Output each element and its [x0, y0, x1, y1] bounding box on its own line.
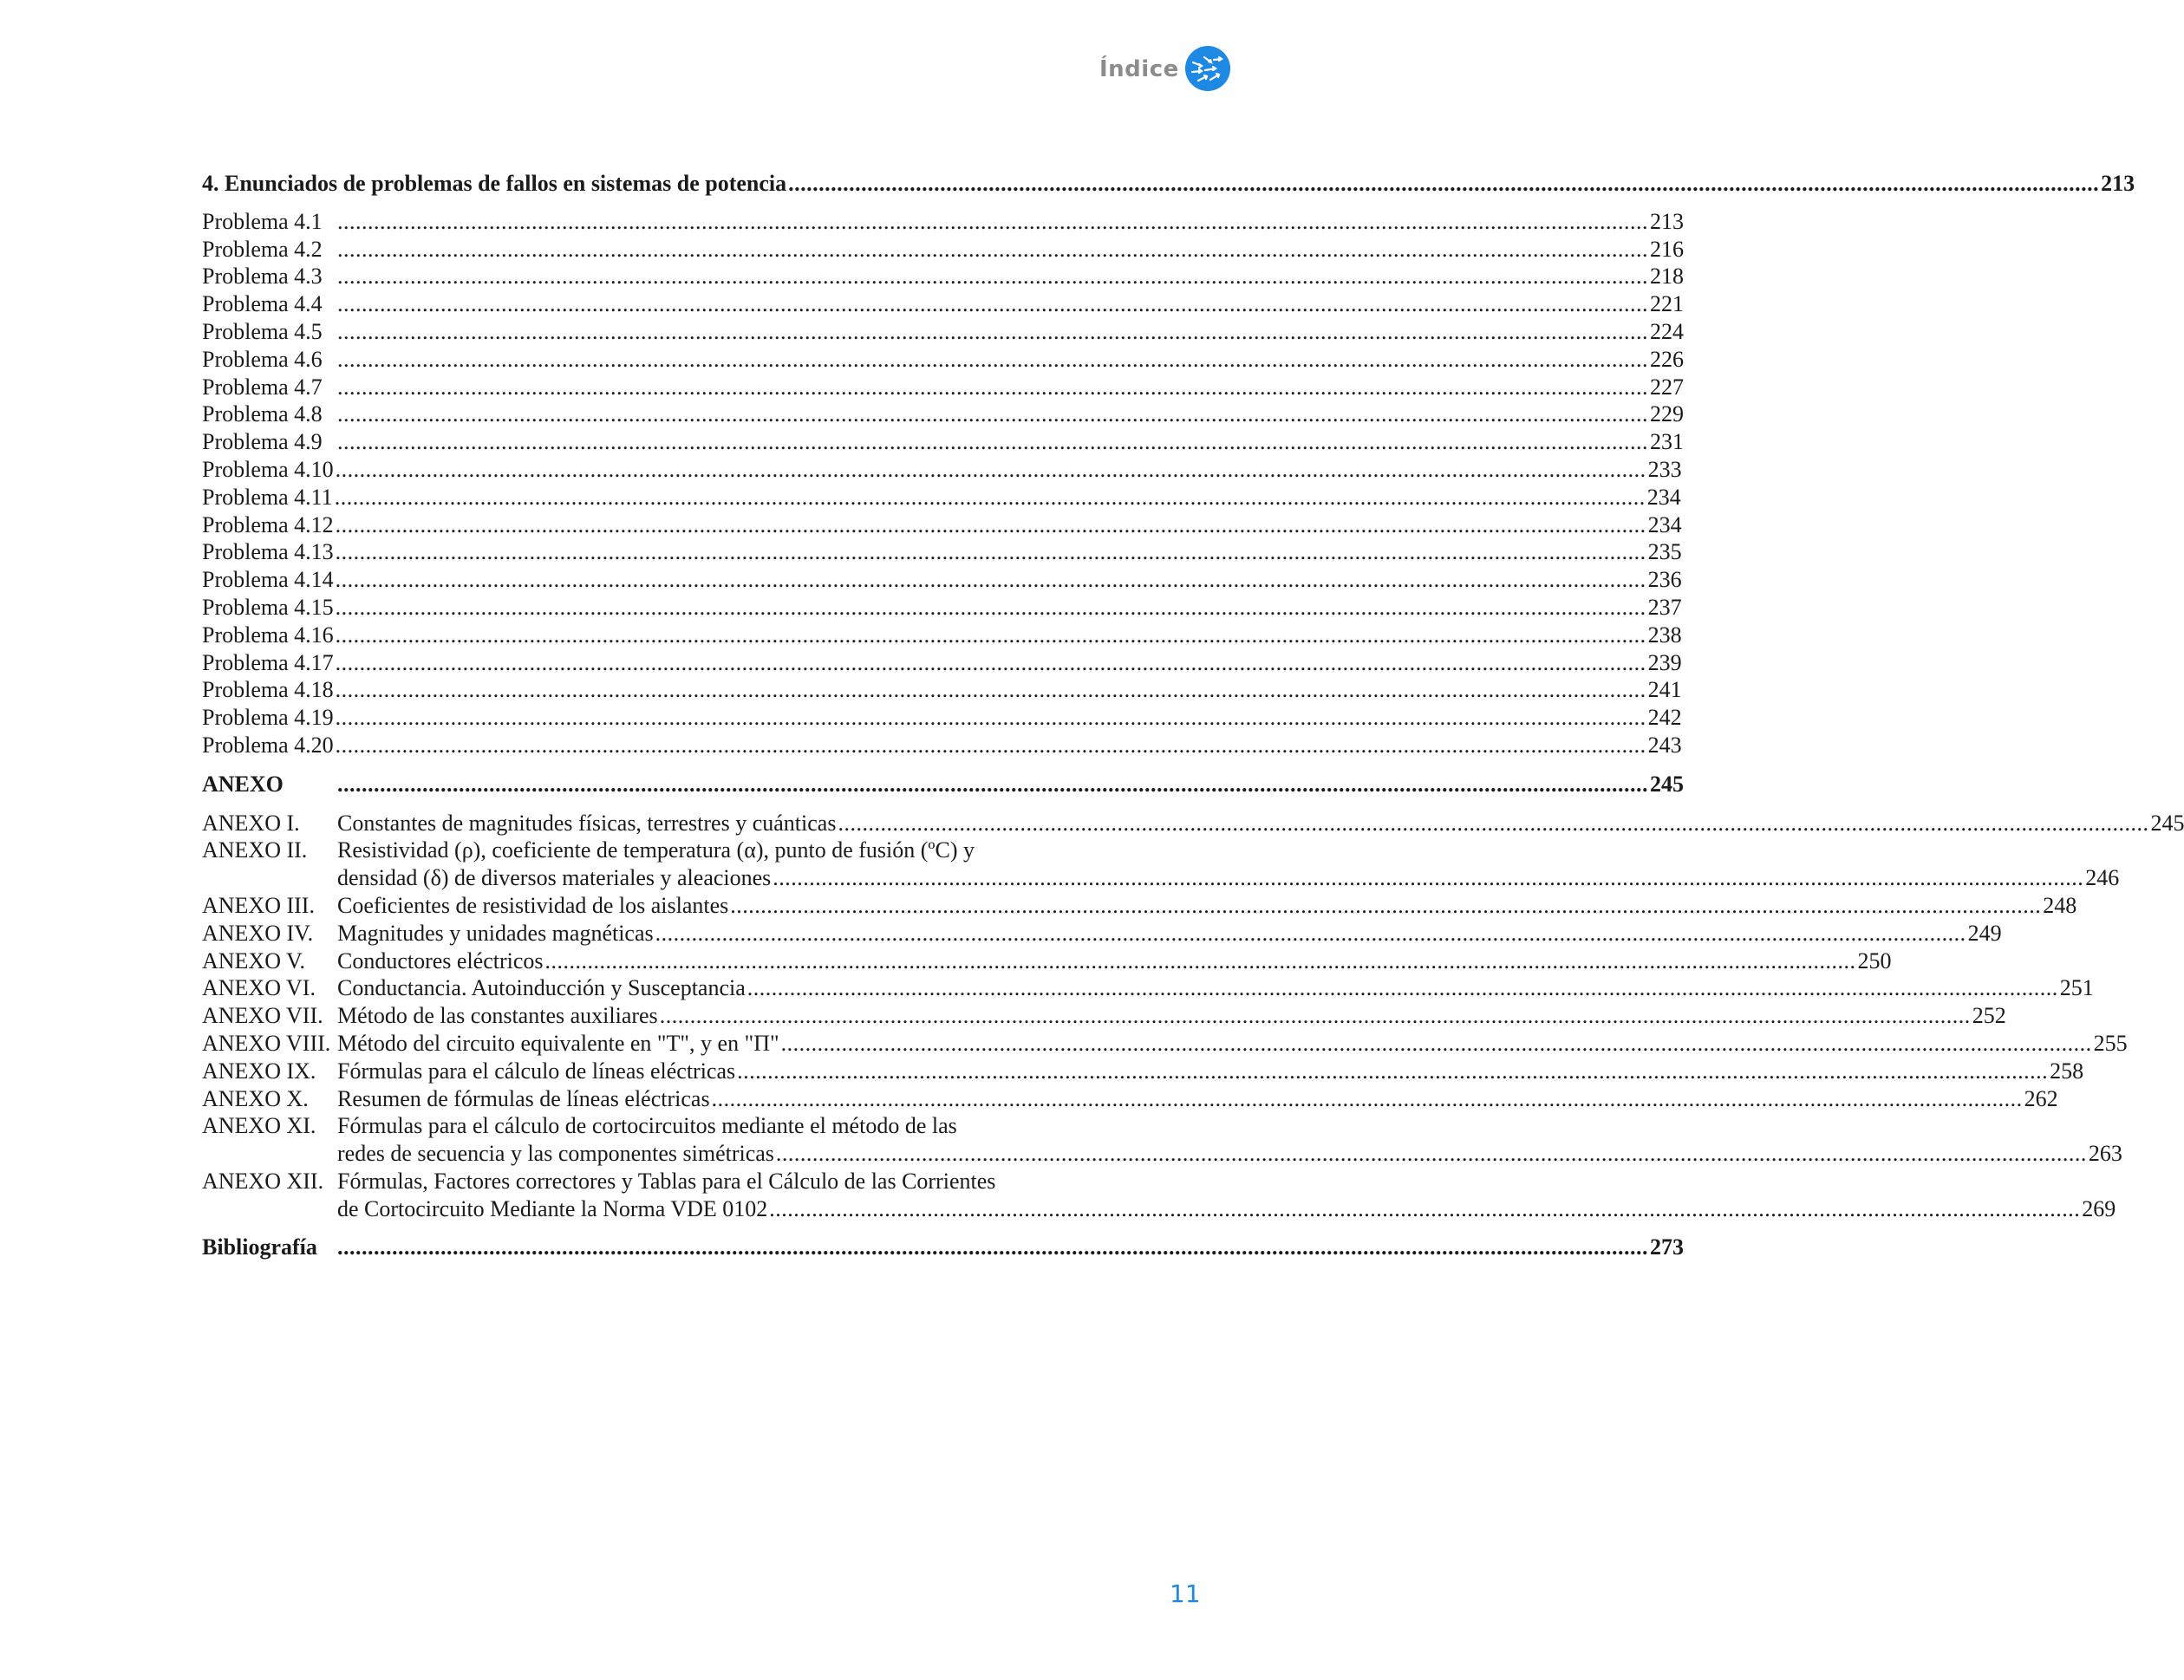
toc-anexo-entry[interactable] — [202, 1168, 1037, 1195]
toc-problem-entry[interactable] — [202, 676, 1682, 704]
toc-anexo-description: Resistividad (ρ), coeficiente de temperatura (α), punto de fusión (ºC) y — [337, 837, 975, 863]
toc-problem-entry[interactable] — [202, 263, 1684, 290]
dot-leader — [838, 810, 2148, 837]
toc-page-number: 218 — [1650, 264, 1684, 290]
dot-leader — [335, 484, 1646, 511]
dot-leader — [337, 236, 1648, 264]
toc-anexo-description: Método de las constantes auxiliares — [337, 1003, 658, 1029]
toc-anexo-number: ANEXO XI. — [202, 1113, 316, 1139]
toc-anexo-entry-continued[interactable] — [202, 864, 2120, 892]
toc-problem-label: Problema 4.11 — [202, 484, 333, 510]
dot-leader — [336, 649, 1646, 677]
toc-page-number: 242 — [1647, 705, 1682, 731]
toc-problem-label: Problema 4.10 — [202, 456, 334, 482]
toc-page-number: 221 — [1650, 291, 1684, 317]
toc-anexo-description: Constantes de magnitudes físicas, terrestres y cuánticas — [337, 810, 837, 836]
toc-anexo-description: densidad (δ) de diversos materiales y aleaciones — [337, 865, 772, 891]
toc-page-number: 213 — [2101, 171, 2135, 196]
toc-page-number: 255 — [2093, 1030, 2128, 1056]
dot-leader — [781, 1030, 2092, 1058]
toc-problem-label: Problema 4.8 — [202, 401, 323, 427]
toc-page-number: 224 — [1650, 318, 1684, 344]
toc-page-number: 251 — [2059, 975, 2094, 1001]
toc-page-number: 258 — [2050, 1058, 2084, 1084]
toc-problem-label: Problema 4.3 — [202, 264, 323, 290]
toc-problem-label: Problema 4.18 — [202, 677, 334, 703]
toc-problem-label: Problema 4.5 — [202, 318, 323, 344]
toc-problem-entry[interactable] — [202, 400, 1684, 428]
toc-anexo-number: ANEXO IX. — [202, 1058, 316, 1084]
toc-anexo-title: ANEXO — [202, 771, 284, 797]
toc-anexo-number: ANEXO X. — [202, 1085, 309, 1111]
toc-problem-entry[interactable] — [202, 511, 1682, 539]
toc-page-number: 234 — [1646, 484, 1681, 510]
toc-problem-entry[interactable] — [202, 732, 1682, 759]
dot-leader — [747, 974, 2058, 1002]
toc-anexo-number: ANEXO VI. — [202, 975, 316, 1001]
toc-page-number: 237 — [1647, 594, 1682, 620]
toc-problem-entry[interactable] — [202, 290, 1684, 318]
dot-leader — [660, 1002, 1971, 1030]
toc-problem-label: Problema 4.9 — [202, 429, 323, 455]
toc-anexo-number: ANEXO IV. — [202, 920, 314, 946]
dot-leader — [337, 771, 1648, 798]
toc-problem-entry[interactable] — [202, 346, 1684, 374]
dot-leader — [337, 208, 1648, 236]
toc-anexo-entry-continued[interactable] — [202, 1140, 2122, 1168]
dot-leader — [336, 566, 1646, 594]
dot-leader — [336, 511, 1646, 539]
toc-page-number: 241 — [1647, 677, 1682, 703]
toc-page-number: 249 — [1967, 920, 2002, 946]
toc-anexo-entry[interactable] — [202, 892, 2077, 920]
dot-leader — [336, 538, 1646, 566]
toc-page-number: 248 — [2043, 892, 2077, 918]
toc-page-number: 252 — [1972, 1003, 2006, 1029]
dot-leader — [337, 263, 1648, 290]
toc-anexo-number: ANEXO VIII. — [202, 1030, 331, 1056]
toc-problem-entry[interactable] — [202, 594, 1682, 622]
toc-anexo-number: ANEXO I. — [202, 810, 300, 836]
toc-page-number: 233 — [1647, 456, 1682, 482]
toc-page-number: 236 — [1647, 567, 1682, 593]
toc-anexo-entry[interactable] — [202, 1002, 2006, 1030]
toc-problem-label: Problema 4.19 — [202, 705, 334, 731]
toc-problem-label: Problema 4.4 — [202, 291, 323, 317]
toc-problem-entry[interactable] — [202, 484, 1681, 511]
toc-anexo-description: Conductancia. Autoinducción y Susceptancia — [337, 975, 746, 1001]
dot-leader — [769, 1195, 2080, 1223]
toc-anexo-entry[interactable] — [202, 920, 2002, 947]
toc-anexo-description: Resumen de fórmulas de líneas eléctricas — [337, 1085, 710, 1111]
toc-page-number: 231 — [1650, 429, 1684, 455]
dot-leader — [337, 1234, 1648, 1261]
toc-problem-entry[interactable] — [202, 318, 1684, 346]
toc-page-number: 213 — [1650, 208, 1684, 234]
toc-page-number: 226 — [1650, 346, 1684, 372]
toc-problem-entry[interactable] — [202, 649, 1682, 677]
toc-bibliography-entry[interactable] — [202, 1234, 1684, 1261]
toc-anexo-description: Método del circuito equivalente en "T", y en "Π" — [337, 1030, 779, 1056]
toc-anexo-entry[interactable] — [202, 1085, 2058, 1113]
toc-problem-entry[interactable] — [202, 622, 1682, 649]
toc-problem-label: Problema 4.6 — [202, 346, 323, 372]
toc-page-number: 246 — [2085, 865, 2120, 891]
dot-leader — [337, 290, 1648, 318]
toc-problem-entry[interactable] — [202, 374, 1684, 401]
toc-problem-entry[interactable] — [202, 208, 1684, 236]
toc-page-number: 245 — [2150, 810, 2184, 836]
toc-problem-entry[interactable] — [202, 236, 1684, 264]
toc-problem-label: Problema 4.12 — [202, 511, 334, 537]
toc-problem-label: Problema 4.13 — [202, 539, 334, 565]
dot-leader — [712, 1085, 2023, 1113]
dot-leader — [336, 622, 1646, 649]
toc-anexo-description: Fórmulas, Factores correctores y Tablas para el Cálculo de las Corrientes — [337, 1168, 996, 1194]
toc-anexo-entry[interactable] — [202, 837, 1037, 864]
toc-page-number: 238 — [1647, 622, 1682, 648]
toc-anexo-description: Fórmulas para el cálculo de cortocircuitos mediante el método de las — [337, 1113, 957, 1139]
toc-page-number: 234 — [1647, 511, 1682, 537]
toc-problem-entry[interactable] — [202, 538, 1682, 566]
dot-leader — [337, 374, 1648, 401]
toc-anexo-number: ANEXO II. — [202, 837, 308, 863]
toc-bibliography-title: Bibliografía — [202, 1234, 317, 1260]
dot-leader — [337, 400, 1648, 428]
dot-leader — [337, 318, 1648, 346]
dot-leader — [336, 594, 1646, 622]
toc-problem-label: Problema 4.1 — [202, 208, 323, 234]
dot-leader — [336, 704, 1646, 732]
toc-chapter-entry[interactable] — [202, 170, 2135, 198]
dot-leader — [788, 170, 2099, 198]
toc-page-number: 227 — [1650, 374, 1684, 400]
toc-page-number: 243 — [1647, 732, 1682, 758]
dot-leader — [545, 947, 1856, 975]
toc-problem-label: Problema 4.15 — [202, 594, 334, 620]
toc-chapter-title: 4. Enunciados de problemas de fallos en sistemas de potencia — [202, 171, 787, 196]
table-of-contents — [202, 170, 2184, 1261]
toc-problem-entry[interactable] — [202, 566, 1682, 594]
toc-anexo-number: ANEXO III. — [202, 892, 315, 918]
toc-anexo-entry[interactable] — [202, 1058, 2084, 1085]
toc-problem-label: Problema 4.7 — [202, 374, 323, 400]
dot-leader — [730, 892, 2041, 920]
toc-page-number: 269 — [2082, 1195, 2116, 1221]
toc-anexo-description: Magnitudes y unidades magnéticas — [337, 920, 654, 946]
toc-anexo-number: ANEXO VII. — [202, 1003, 323, 1029]
toc-page-number: 235 — [1647, 539, 1682, 565]
toc-page-number: 263 — [2088, 1141, 2122, 1167]
toc-anexo-description: redes de secuencia y las componentes simétricas — [337, 1141, 774, 1167]
toc-anexo-heading[interactable] — [202, 771, 1684, 798]
toc-problem-label: Problema 4.2 — [202, 236, 323, 262]
toc-anexo-description: de Cortocircuito Mediante la Norma VDE 0102 — [337, 1195, 768, 1221]
toc-anexo-entry[interactable] — [202, 1030, 2128, 1058]
toc-page-number: 216 — [1650, 236, 1684, 262]
toc-problem-label: Problema 4.14 — [202, 567, 334, 593]
toc-anexo-description: Coeficientes de resistividad de los aislantes — [337, 892, 729, 918]
dot-leader — [336, 456, 1646, 484]
dot-leader — [336, 676, 1646, 704]
toc-page-number: 245 — [1650, 771, 1684, 797]
footer-page-number: 11 — [1170, 1579, 1201, 1608]
dot-leader — [337, 346, 1648, 374]
toc-problem-label: Problema 4.16 — [202, 622, 334, 648]
dot-leader — [776, 1140, 2087, 1168]
toc-anexo-entry[interactable] — [202, 810, 2184, 837]
toc-anexo-description: Fórmulas para el cálculo de líneas eléctricas — [337, 1058, 736, 1084]
toc-problem-entry[interactable] — [202, 456, 1682, 484]
toc-page-number: 229 — [1650, 401, 1684, 427]
toc-problems-list — [202, 208, 1684, 759]
toc-problem-label: Problema 4.17 — [202, 649, 334, 675]
toc-anexos-list — [202, 810, 2184, 1223]
dot-leader — [336, 732, 1646, 759]
toc-anexo-description: Conductores eléctricos — [337, 947, 544, 973]
toc-problem-label: Problema 4.20 — [202, 732, 334, 758]
index-logo-icon[interactable] — [1184, 45, 1231, 92]
toc-page-number: 262 — [2024, 1085, 2058, 1111]
dot-leader — [337, 428, 1648, 456]
toc-anexo-entry-continued[interactable] — [202, 1195, 2116, 1223]
dot-leader — [655, 920, 1966, 947]
toc-anexo-entry[interactable] — [202, 974, 2094, 1002]
toc-anexo-number: ANEXO V. — [202, 947, 305, 973]
toc-anexo-entry[interactable] — [202, 947, 1892, 975]
toc-page-number: 250 — [1857, 947, 1892, 973]
toc-page-number: 273 — [1650, 1234, 1684, 1260]
toc-problem-entry[interactable] — [202, 704, 1682, 732]
toc-page-number: 239 — [1647, 649, 1682, 675]
toc-anexo-entry[interactable] — [202, 1112, 1037, 1140]
dot-leader — [773, 864, 2083, 892]
toc-anexo-number: ANEXO XII. — [202, 1168, 324, 1194]
toc-problem-entry[interactable] — [202, 428, 1684, 456]
dot-leader — [737, 1058, 2048, 1085]
header-index-label: Índice — [1099, 56, 1179, 82]
